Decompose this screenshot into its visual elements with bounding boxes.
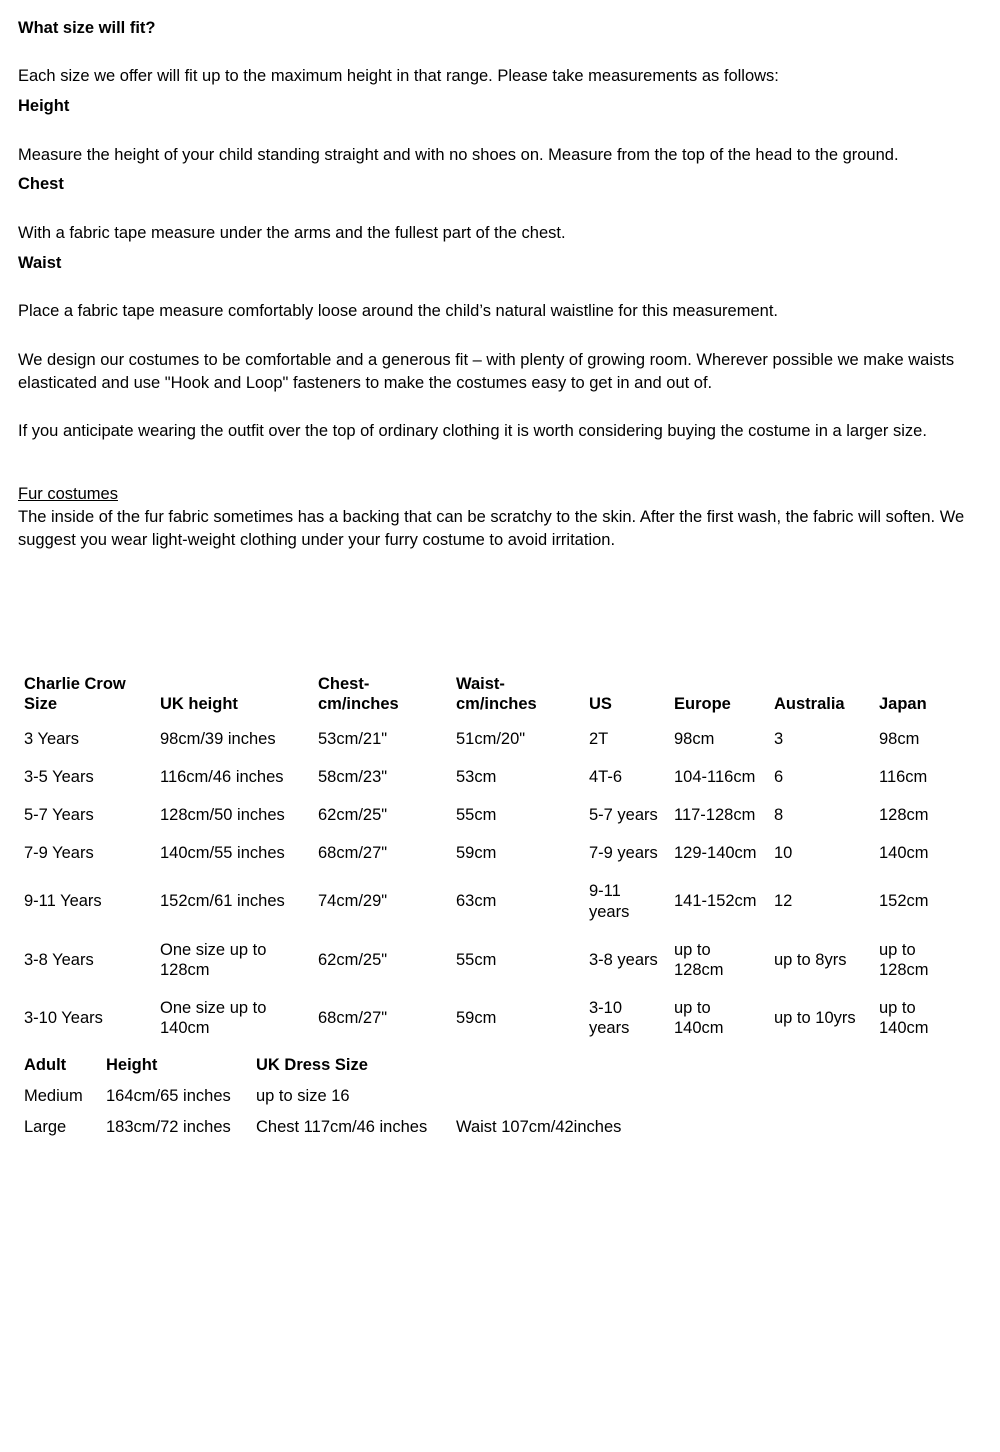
cell-adult-size: Medium	[24, 1086, 83, 1105]
cell-adult-size: Large	[24, 1118, 67, 1137]
cell-uk-height: 98cm/39 inches	[160, 729, 276, 748]
cell-japan: up to 128cm	[879, 940, 929, 979]
table-row	[18, 1112, 660, 1143]
cell-australia: 12	[774, 892, 793, 911]
cell-chest: 62cm/25"	[318, 806, 388, 825]
cell-size: 3-8 Years	[24, 950, 94, 969]
column-header-europe: Europe	[674, 694, 731, 713]
cell-uk-height: 116cm/46 inches	[160, 768, 284, 787]
section-heading-height: Height	[18, 97, 70, 116]
intro-paragraph: Each size we offer will fit up to the maximum height in that range. Please take measurements as follows:	[18, 67, 779, 86]
cell-size: 9-11 Years	[24, 892, 102, 911]
column-header-chest: Chest-cm/inches	[318, 674, 399, 713]
cell-adult-height: 164cm/65 inches	[106, 1086, 231, 1105]
section-heading-waist: Waist	[18, 253, 62, 272]
cell-waist: 59cm	[456, 1008, 497, 1027]
cell-adult-extra: Waist 107cm/42inches	[456, 1118, 622, 1137]
table-row	[18, 931, 958, 989]
cell-australia: 8	[774, 806, 784, 825]
cell-australia: 3	[774, 729, 784, 748]
cell-waist: 55cm	[456, 806, 497, 825]
cell-japan: 140cm	[879, 844, 929, 863]
section-text-height: Measure the height of your child standing straight and with no shoes on. Measure from the top of the head to the ground.	[18, 145, 899, 164]
cell-uk-height: 152cm/61 inches	[160, 892, 285, 911]
adult-table-header-row	[18, 1053, 660, 1080]
cell-size: 3-5 Years	[24, 768, 94, 787]
cell-waist: 59cm	[456, 844, 497, 863]
column-header-adult-extra	[450, 1053, 660, 1080]
fur-costumes-block	[18, 443, 982, 552]
cell-chest: 53cm/21"	[318, 729, 388, 748]
column-header-uk-height: UK height	[160, 694, 238, 713]
size-chart-wrapper	[18, 672, 982, 1144]
cell-europe: 98cm	[674, 729, 715, 748]
cell-chest: 58cm/23"	[318, 768, 388, 787]
table-row	[18, 720, 958, 758]
cell-chest: 74cm/29"	[318, 892, 388, 911]
section-text-waist: Place a fabric tape measure comfortably loose around the child’s natural waistline for this measurement.	[18, 302, 778, 321]
cell-us: 5-7 years	[589, 806, 658, 825]
cell-size: 5-7 Years	[24, 806, 94, 825]
cell-australia: 10	[774, 844, 793, 863]
column-header-uk-dress-size: UK Dress Size	[256, 1056, 368, 1075]
fur-costumes-text: The inside of the fur fabric sometimes has a backing that can be scratchy to the skin. After the first wash, the fabric will soften. We suggest you wear light-weight clothing under your furry costume to avoid irritation.	[18, 508, 965, 549]
cell-adult-extra	[450, 1081, 660, 1112]
cell-europe: up to 140cm	[674, 998, 724, 1038]
column-header-adult-height: Height	[106, 1056, 158, 1075]
cell-size: 7-9 Years	[24, 844, 94, 863]
cell-uk-height: One size up to 128cm	[160, 940, 267, 979]
cell-us: 3-8 years	[589, 950, 658, 969]
cell-australia: up to 8yrs	[774, 950, 847, 969]
column-header-us: US	[589, 694, 612, 713]
section-heading-chest: Chest	[18, 175, 64, 194]
section-text-chest: With a fabric tape measure under the arms and the fullest part of the chest.	[18, 223, 566, 242]
table-row	[18, 1081, 660, 1112]
column-header-adult: Adult	[24, 1056, 67, 1075]
column-header-japan: Japan	[879, 694, 927, 713]
cell-australia: 6	[774, 768, 784, 787]
cell-waist: 55cm	[456, 950, 497, 969]
cell-japan: 98cm	[879, 729, 920, 748]
cell-europe: 129-140cm	[674, 844, 757, 863]
table-row	[18, 989, 958, 1047]
oversize-paragraph: If you anticipate wearing the outfit over the top of ordinary clothing it is worth considering buying the costume in a larger size.	[18, 422, 927, 441]
column-header-charlie-crow-size: Charlie Crow Size	[24, 674, 126, 713]
cell-chest: 68cm/27"	[318, 844, 388, 863]
cell-us: 7-9 years	[589, 844, 658, 863]
cell-japan: 116cm	[879, 768, 928, 787]
cell-us: 2T	[589, 729, 609, 748]
cell-australia: up to 10yrs	[774, 1008, 856, 1027]
cell-japan: up to 140cm	[879, 998, 929, 1038]
cell-adult-dress-size: Chest 117cm/46 inches	[256, 1118, 428, 1137]
cell-uk-height: 140cm/55 inches	[160, 844, 285, 863]
cell-adult-height: 183cm/72 inches	[106, 1118, 231, 1137]
cell-us: 4T-6	[589, 768, 623, 787]
column-header-waist: Waist-cm/inches	[456, 674, 537, 713]
cell-chest: 62cm/25"	[318, 950, 388, 969]
table-header-row	[18, 672, 958, 720]
cell-chest: 68cm/27"	[318, 1008, 388, 1027]
page-title: What size will fit?	[18, 19, 156, 37]
cell-europe: 104-116cm	[674, 768, 756, 787]
cell-adult-dress-size: up to size 16	[256, 1086, 350, 1105]
cell-size: 3 Years	[24, 729, 80, 748]
cell-waist: 63cm	[456, 892, 497, 911]
cell-us: 3-10 years	[589, 998, 630, 1038]
cell-waist: 51cm/20"	[456, 729, 526, 748]
cell-europe: up to 128cm	[674, 940, 724, 979]
cell-uk-height: One size up to 140cm	[160, 998, 267, 1038]
fur-costumes-heading: Fur costumes	[18, 485, 118, 504]
cell-europe: 141-152cm	[674, 892, 757, 911]
column-header-australia: Australia	[774, 694, 845, 713]
table-row	[18, 796, 958, 834]
cell-japan: 152cm	[879, 892, 929, 911]
table-row	[18, 872, 958, 930]
cell-japan: 128cm	[879, 806, 929, 825]
design-paragraph: We design our costumes to be comfortable and a generous fit – with plenty of growing room. Wherever possible we make waists elasticated and use "Hook and Loop" fasteners to make the costumes easy to get in and out of.	[18, 350, 955, 392]
cell-us: 9-11 years	[589, 882, 630, 921]
table-row	[18, 758, 958, 796]
adult-size-table	[18, 1053, 660, 1143]
cell-size: 3-10 Years	[24, 1008, 103, 1027]
cell-waist: 53cm	[456, 768, 497, 787]
table-row	[18, 834, 958, 872]
cell-europe: 117-128cm	[674, 806, 756, 825]
cell-uk-height: 128cm/50 inches	[160, 806, 285, 825]
size-chart-table	[18, 672, 958, 1048]
